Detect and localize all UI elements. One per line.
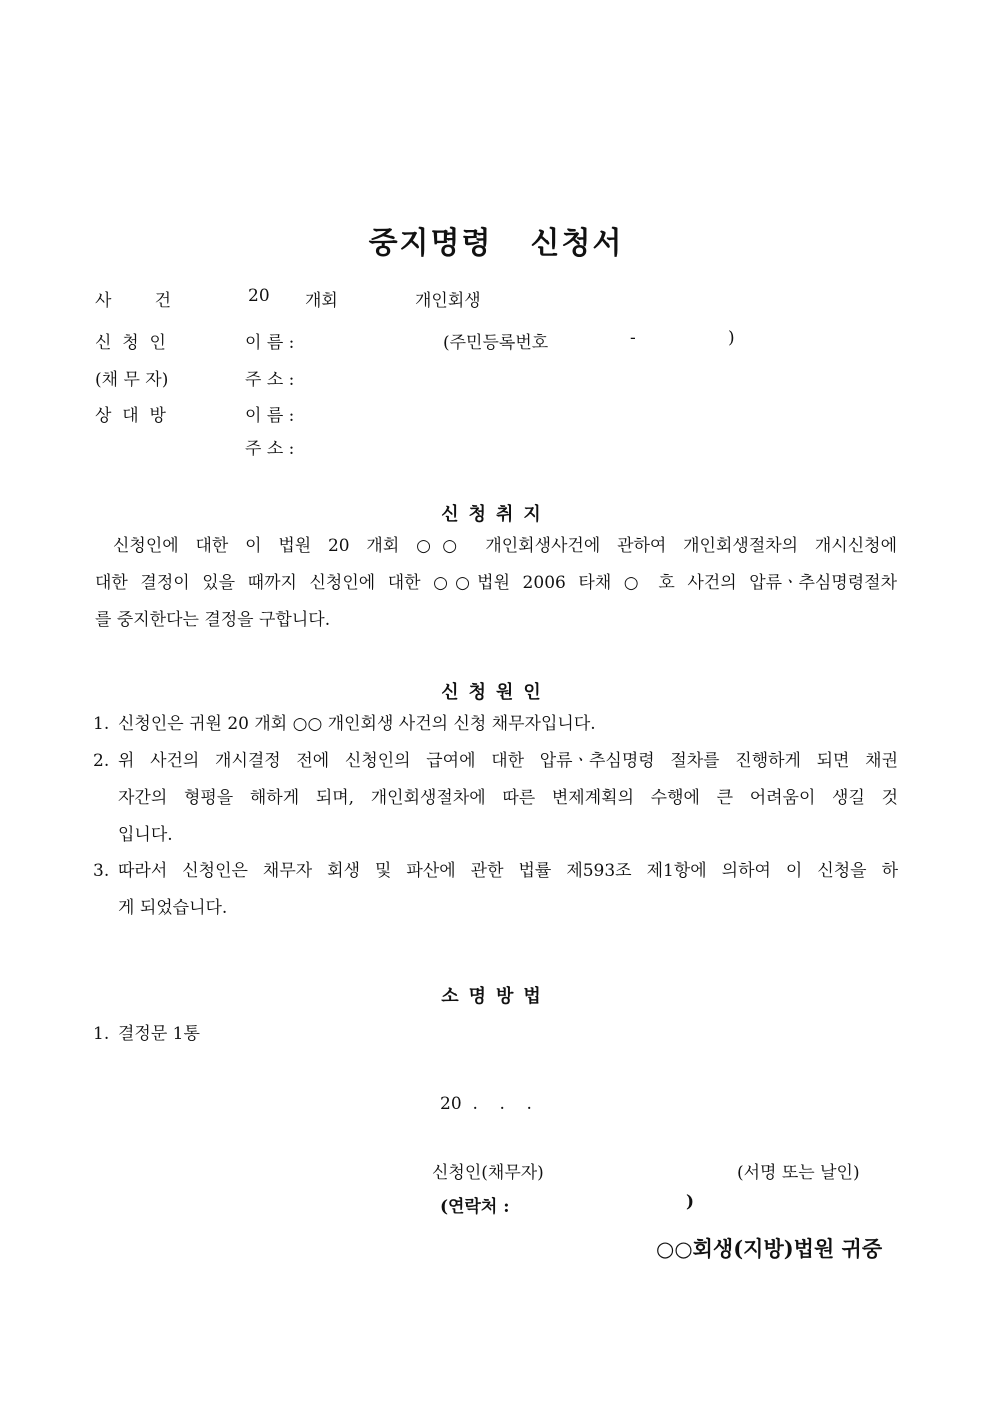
reason-line: 입니다. xyxy=(118,825,173,845)
resident-id-close: ) xyxy=(728,328,735,348)
contact-close: ) xyxy=(686,1192,695,1212)
case-label: 사 건 xyxy=(95,291,172,311)
title-part1: 중지명령 xyxy=(368,226,493,261)
case-name: 개인회생 xyxy=(415,291,481,311)
opponent-label: 상 대 방 xyxy=(95,406,166,426)
case-type: 개회 xyxy=(305,291,338,311)
opponent-name-label: 이 름 : xyxy=(245,406,295,426)
applicant-name-label: 이 름 : xyxy=(245,333,295,353)
purpose-heading: 신청취지 xyxy=(441,504,551,525)
evidence-text: 결정문 1통 xyxy=(118,1024,200,1044)
footer-applicant: 신청인(채무자) xyxy=(432,1163,544,1183)
purpose-paragraph xyxy=(95,528,897,639)
evidence-number: 1. xyxy=(93,1024,110,1044)
resident-id-dash: - xyxy=(630,328,636,348)
reason-line: 위 사건의 개시결정 전에 신청인의 급여에 대한 압류ㆍ추심명령 절차를 진행하게 되면 채권 xyxy=(118,751,898,771)
reason-number: 3. xyxy=(93,861,110,881)
case-year: 20 xyxy=(248,286,270,306)
evidence-heading: 소명방법 xyxy=(441,986,551,1007)
reason-number: 1. xyxy=(93,714,110,734)
contact-label: (연락처 : xyxy=(440,1197,510,1217)
evidence-item-1 xyxy=(93,1016,898,1053)
applicant-label: 신 청 인 xyxy=(95,333,166,353)
resident-id-label: (주민등록번호 xyxy=(443,333,549,353)
reason-item-3 xyxy=(93,853,898,927)
debtor-label: (채 무 자) xyxy=(95,370,169,390)
reason-item-2 xyxy=(93,743,898,854)
reason-line: 신청인은 귀원 20 개회 ○○ 개인회생 사건의 신청 채무자입니다. xyxy=(118,714,596,734)
title-part2: 신청서 xyxy=(530,226,624,261)
reason-line: 자간의 형평을 해하게 되며, 개인회생절차에 따른 변제계획의 수행에 큰 어려움이 생길 것 xyxy=(118,788,898,808)
purpose-line: 신청인에 대한 이 법원 20 개회 ○○ 개인회생사건에 관하여 개인회생절차의 개시신청에 xyxy=(113,536,897,556)
applicant-address-label: 주 소 : xyxy=(245,370,295,390)
purpose-line: 를 중지한다는 결정을 구합니다. xyxy=(95,610,331,630)
purpose-line: 대한 결정이 있을 때까지 신청인에 대한 ○○법원 2006 타채 ○ 호 사건의 압류ㆍ추심명령절차 xyxy=(95,573,897,593)
reason-number: 2. xyxy=(93,751,110,771)
document-title xyxy=(0,218,992,262)
reason-line: 따라서 신청인은 채무자 회생 및 파산에 관한 법률 제593조 제1항에 의하여 이 신청을 하 xyxy=(118,861,898,881)
reason-item-1 xyxy=(93,706,898,743)
opponent-address-label: 주 소 : xyxy=(245,439,295,459)
signature-note: (서명 또는 날인) xyxy=(737,1163,860,1183)
court-name: ○○회생(지방)법원 귀중 xyxy=(656,1236,883,1261)
date-line: 20 . . . xyxy=(440,1094,532,1114)
reasons-heading: 신청원인 xyxy=(441,682,551,703)
reason-line: 게 되었습니다. xyxy=(118,898,228,918)
